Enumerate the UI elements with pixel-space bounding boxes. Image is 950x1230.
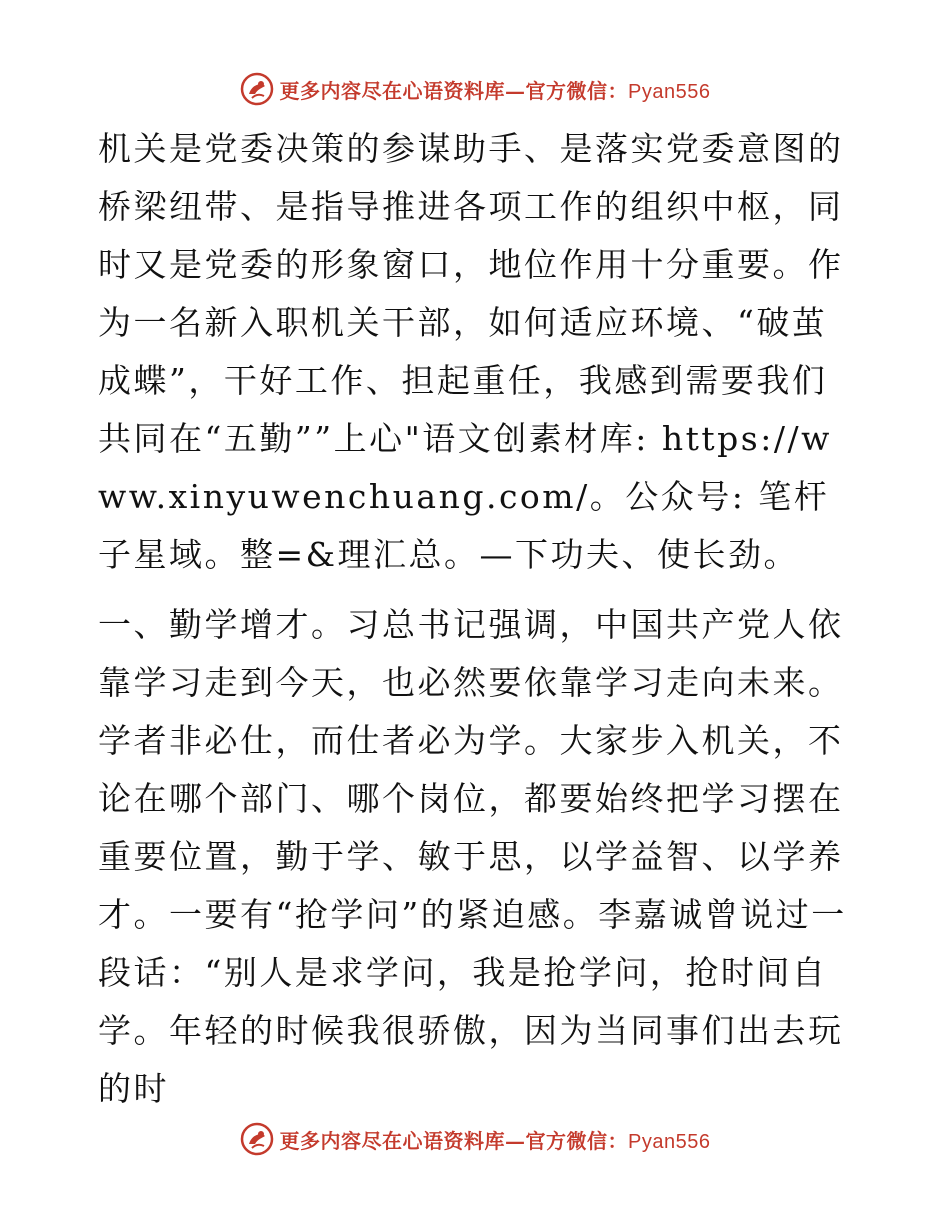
paragraph-intro: 机关是党委决策的参谋助手、是落实党委意图的桥梁纽带、是指导推进各项工作的组织中枢，同时又是党委的形象窗口，地位作用十分重要。作为一名新入职机关干部，如何适应环境、“破茧成蝶”，干好工作、担起重任，我感到需要我们共同在“五勤””上心"语文创素材库: https://www.xinyuwenchuang.com/。公众号: 笔杆子星域。整=&理汇总。—下功夫、使长劲。 [98,129,844,574]
rose-logo-icon [240,72,274,106]
watermark-account: Pyan556 [628,80,711,103]
paragraph-diligent-study: 一、勤学增才。习总书记强调，中国共产党人依靠学习走到今天，也必然要依靠学习走向未来。学者非必仕，而仕者必为学。大家步入机关，不论在哪个部门、哪个岗位，都要始终把学习摆在重要位置，勤于学、敏于思，以学益智、以学养才。一要有“抢学问”的紧迫感。李嘉诚曾说过一段话：“别人是求学问，我是抢学问，抢时间自学。年轻的时候我很骄傲，因为当同事们出去玩的时 [98,605,847,1108]
watermark-site-text: 更多内容尽在心语资料库—官方微信： [279,1128,629,1153]
document-body [98,120,858,1118]
header-watermark [0,72,950,106]
rose-logo-icon [240,1122,274,1156]
watermark-account: Pyan556 [628,1130,711,1153]
watermark-site-text: 更多内容尽在心语资料库—官方微信： [279,78,629,103]
watermark-text [280,1125,711,1154]
footer-watermark [0,1122,950,1156]
watermark-text [280,75,711,104]
